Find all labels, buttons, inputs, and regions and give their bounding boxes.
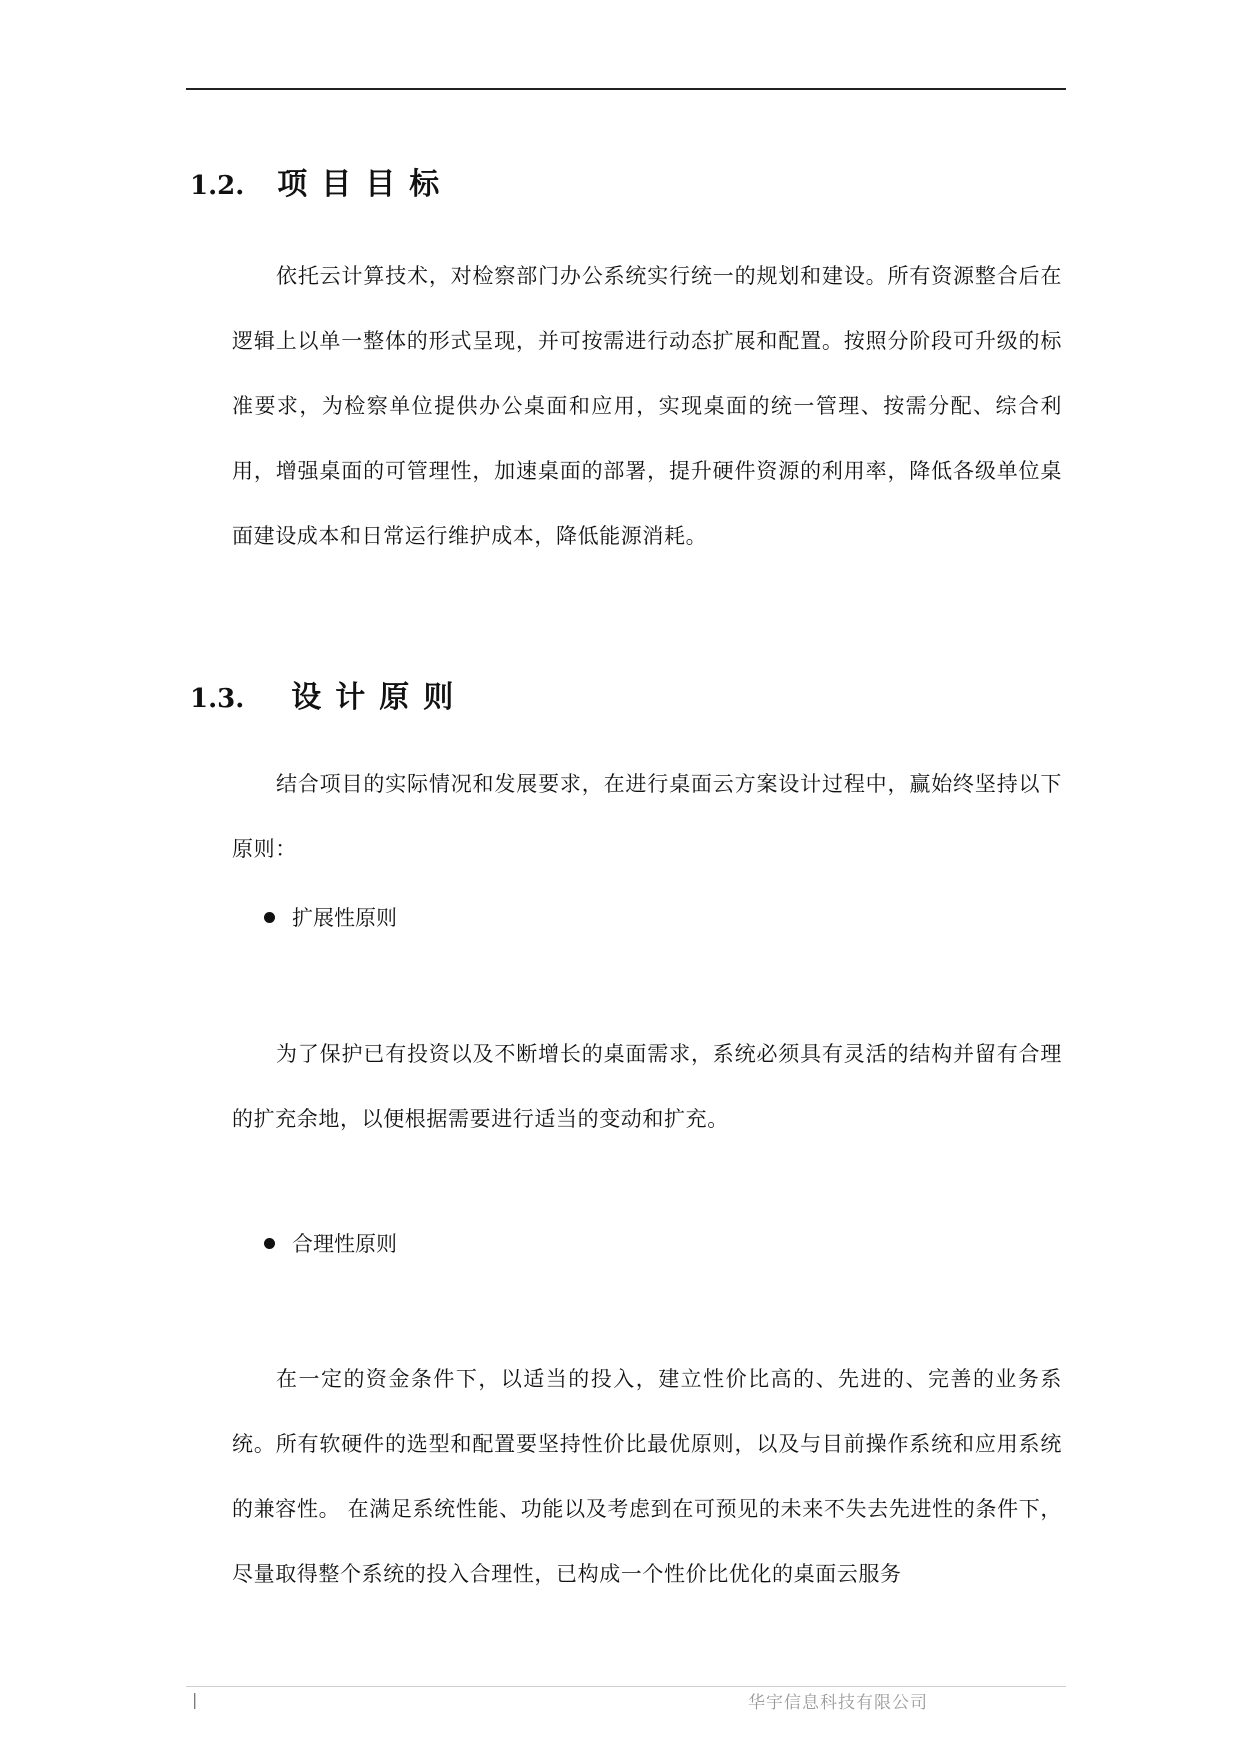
section-heading-1-3 [190, 678, 467, 719]
footer-page-mark: | [192, 1690, 198, 1709]
section-number: 1.2. [190, 171, 245, 201]
bullet-dot-icon [264, 912, 275, 923]
section-title: 设计原则 [291, 680, 468, 715]
header-rule [186, 88, 1066, 90]
bullet-dot-icon [264, 1238, 275, 1249]
principles-intro-paragraph: 结合项目的实际情况和发展要求，在进行桌面云方案设计过程中，赢始终坚持以下原则： [232, 772, 1062, 861]
goal-paragraph: 依托云计算技术，对检察部门办公系统实行统一的规划和建设。所有资源整合后在逻辑上以单一整体的形式呈现，并可按需进行动态扩展和配置。按照分阶段可升级的标准要求，为检察单位提供办公桌面和应用，实现桌面的统一管理、按需分配、综合利用，增强桌面的可管理性，加速桌面的部署，提升硬件资源的利用率，降低各级单位桌面建设成本和日常运行维护成本，降低能源消耗。 [232, 264, 1062, 548]
section-title: 项目目标 [277, 167, 454, 202]
bullet-item-scalability [264, 897, 397, 937]
bullet-label: 合理性原则 [292, 1232, 397, 1256]
footer-company-name: 华宇信息科技有限公司 [748, 1693, 928, 1713]
section-number: 1.3. [190, 684, 245, 714]
rationality-paragraph: 在一定的资金条件下，以适当的投入，建立性价比高的、先进的、完善的业务系统。所有软硬件的选型和配置要坚持性价比最优原则，以及与目前操作系统和应用系统的兼容性。 在满足系统性能、功能以及考虑到在可预见的未来不失去先进性的条件下，尽量取得整个系统的投入合理性，已构成一个性价比优化的桌面云服务 [232, 1367, 1062, 1586]
section-heading-1-2 [190, 165, 453, 206]
bullet-item-rationality [264, 1223, 397, 1263]
bullet-label: 扩展性原则 [292, 906, 397, 930]
footer-rule [186, 1686, 1066, 1687]
scalability-paragraph: 为了保护已有投资以及不断增长的桌面需求，系统必须具有灵活的结构并留有合理的扩充余地，以便根据需要进行适当的变动和扩充。 [232, 1042, 1062, 1131]
